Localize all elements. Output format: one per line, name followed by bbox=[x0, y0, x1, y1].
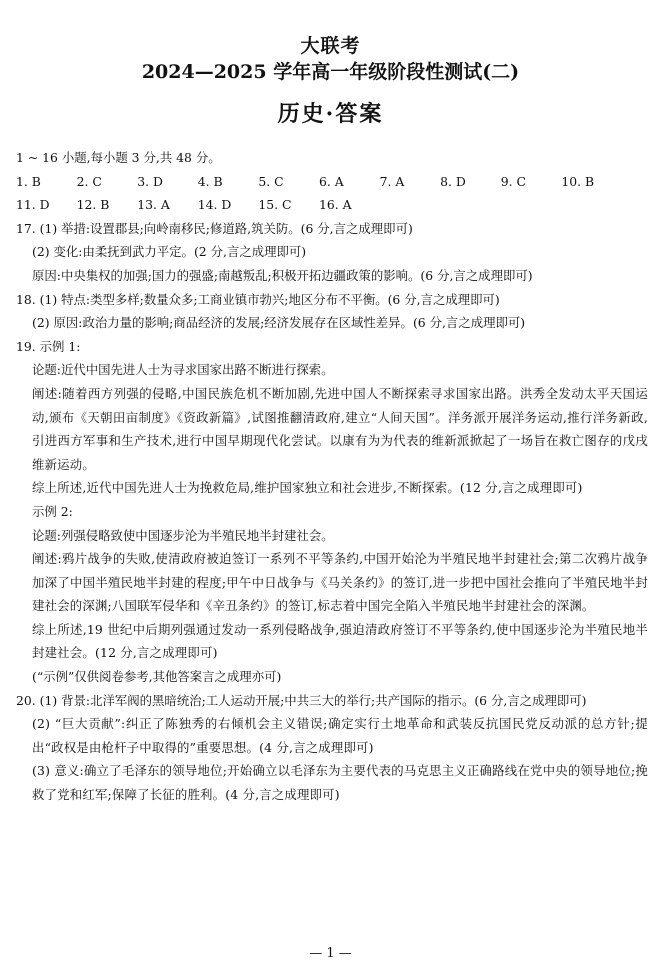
q19-example1-summary: 综上所述,近代中国先进人士为挽救危局,维护国家独立和社会进步,不断探索。(12 分,言之成理即可) bbox=[32, 480, 583, 496]
q20-part3: (3) 意义:确立了毛泽东的领导地位;开始确立以毛泽东为主要代表的马克思主义正确路线在党中央的领导地位;挽救了党和红军;保障了长征的胜利。(4 分,言之成理即可) bbox=[32, 763, 648, 803]
q20-part1: 20. (1) 背景:北洋军阀的黑暗统治;工人运动开展;中共三大的举行;共产国际的指示。(6 分,言之成理即可) bbox=[16, 692, 587, 708]
choice-answers-row-1 bbox=[16, 170, 648, 194]
q19-example1-heading: 19. 示例 1: bbox=[16, 338, 81, 354]
answer-6: 6. A bbox=[318, 173, 344, 189]
answer-14: 14. D bbox=[197, 197, 232, 213]
q19-note: (“示例”仅供阅卷参考,其他答案言之成理亦可) bbox=[32, 669, 282, 685]
q20-part2: (2) “巨大贡献”:纠正了陈独秀的右倾机会主义错误;确定实行土地革命和武装反抗国民党反动派的总方针;提出“政权是由枪杆子中取得的”重要思想。(4 分,言之成理即可) bbox=[32, 716, 648, 755]
answer-5: 5. C bbox=[258, 173, 284, 189]
answer-3: 3. D bbox=[137, 173, 163, 189]
q19-example1-thesis: 论题:近代中国先进人士为寻求国家出路不断进行探索。 bbox=[32, 362, 334, 378]
page-number: — 1 — bbox=[309, 946, 352, 961]
choice-intro: 1 ~ 16 小题,每小题 3 分,共 48 分。 bbox=[16, 150, 221, 165]
q19-example1-body: 阐述:随着西方列强的侵略,中国民族危机不断加剧,先进中国人不断探索寻求国家出路。洪秀全发动太平天国运动,颁布《天朝田亩制度》《资政新篇》,试图推翻清政府,建立“人间天国”。洋务派开展洋务运动,推行洋务新政,引进西方军事和生产技术,进行中国早期现代化尝试。以康有为为代表的维新派掀起了一场旨在救亡图存的戊戌维新运动。 bbox=[32, 385, 648, 472]
q17-part1: 17. (1) 举措:设置郡县;向岭南移民;修道路,筑关防。(6 分,言之成理即可) bbox=[16, 220, 413, 236]
q19-example2-heading: 示例 2: bbox=[32, 503, 73, 519]
answer-10: 10. B bbox=[561, 173, 595, 189]
answer-8: 8. D bbox=[440, 173, 466, 189]
answer-7: 7. A bbox=[379, 173, 405, 189]
q18-part1: 18. (1) 特点:类型多样;数量众多;工商业镇市勃兴;地区分布不平衡。(6 分,言之成理即可) bbox=[16, 291, 500, 307]
q19-example2-summary: 综上所述,19 世纪中后期列强通过发动一系列侵略战争,强迫清政府签订不平等条约,使中国逐步沦为半殖民地半封建社会。(12 分,言之成理即可) bbox=[32, 621, 648, 661]
answer-12: 12. B bbox=[76, 197, 110, 213]
answer-13: 13. A bbox=[137, 197, 170, 213]
answer-15: 15. C bbox=[258, 197, 292, 213]
answer-9: 9. C bbox=[500, 173, 526, 189]
answer-content bbox=[16, 146, 648, 807]
answer-1: 1. B bbox=[16, 173, 41, 189]
answer-2: 2. C bbox=[76, 173, 102, 189]
exam-title: 2024—2025 学年高一年级阶段性测试(二) bbox=[141, 61, 520, 83]
q19-example2-thesis: 论题:列强侵略致使中国逐步沦为半殖民地半封建社会。 bbox=[32, 527, 334, 543]
q19-example2-body: 阐述:鸦片战争的失败,使清政府被迫签订一系列不平等条约,中国开始沦为半殖民地半封建社会;第二次鸦片战争加深了中国半殖民地半封建的程度;甲午中日战争与《马关条约》的签订,进一步把中国社会推向了半殖民地半封建社会的深渊;八国联军侵华和《辛丑条约》的签订,标志着中国完全陷入半殖民地半封建社会的深渊。 bbox=[32, 551, 648, 614]
q17-part2: (2) 变化:由柔抚到武力平定。(2 分,言之成理即可) bbox=[32, 244, 307, 260]
answer-16: 16. A bbox=[318, 197, 352, 213]
exam-subtitle: 历史·答案 bbox=[277, 101, 384, 127]
exam-organizer: 大联考 bbox=[300, 35, 361, 57]
q17-reason: 原因:中央集权的加强;国力的强盛;南越叛乱;积极开拓边疆政策的影响。(6 分,言之成理即可) bbox=[32, 267, 533, 283]
choice-answers-row-2 bbox=[16, 193, 648, 217]
answer-11: 11. D bbox=[16, 197, 50, 213]
answer-4: 4. B bbox=[197, 173, 223, 189]
q18-part2: (2) 原因:政治力量的影响;商品经济的发展;经济发展存在区域性差异。(6 分,言之成理即可) bbox=[32, 315, 526, 331]
